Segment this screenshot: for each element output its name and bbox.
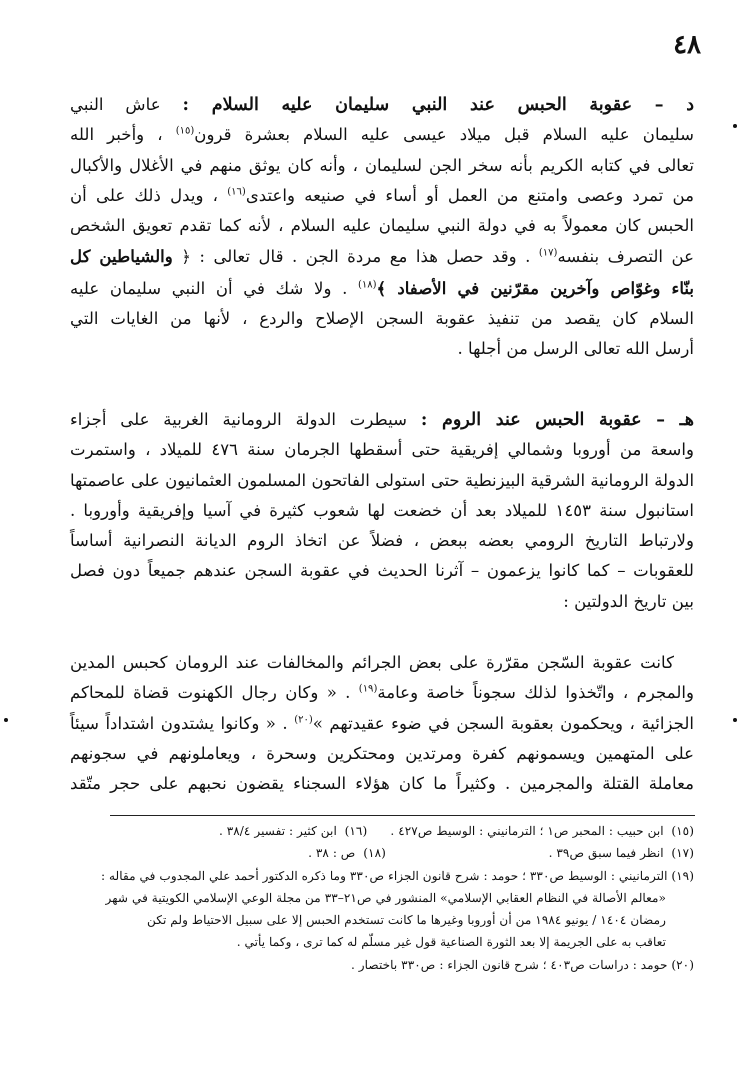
section-roman-prisons: [70, 648, 694, 799]
text-line: سليمان عليه السلام قبل ميلاد عيسى عليه السلام بعشرة قرون$^{(١٥)}$ ، وأخبر الله: [70, 125, 694, 145]
paragraph-romans: [70, 405, 694, 617]
footnote-ref: (١٦): [227, 186, 246, 198]
scan-mark: [4, 718, 8, 722]
page-number: ٤٨: [673, 30, 701, 60]
quran-verse: بنّاء وغوّاص وآخرين مقرّنين في الأصفاد ﴾: [376, 277, 694, 298]
paragraph-roman-prisons: [70, 648, 694, 799]
section-sulayman: [70, 90, 694, 365]
footnote-line: رمضان ١٤٠٤ / يونيو ١٩٨٤ من أن أوروبا وغيرها ما كانت تستخدم الحبس إلا على سبيل الاحتياط ولم تكن: [146, 913, 666, 928]
text-line: واسعة من أوروبا وشمالي إفريقية حتى أسقطها الجرمان سنة ٤٧٦ للميلاد ، واستمرت: [70, 440, 694, 460]
text-line: عن التصرف بنفسه$^{(١٧)}$ . وقد حصل هذا مع مردة الجن . قال تعالى : ﴿ والشياطين كل: [70, 246, 694, 267]
text-line: السلام كان يقصد من تنفيذ عقوبة السجن الإصلاح والردع ، لأنها من الغايات التي: [70, 309, 694, 329]
footnote-line: (١٩) الترمانيني : الوسيط ص٣٣٠ ؛ حومد : شرح قانون الجزاء ص٣٣٠ وما ذكره الدكتور أحمد علي المجدوب في مقاله :: [101, 868, 694, 883]
text-line: على المتهمين ويسمونهم كفرة ومرتدين ومحتكرين وسحرة ، ويعاملونهم في سجونهم: [70, 743, 694, 763]
footnote-line: (٢٠) حومد : دراسات ص٤٠٣ ؛ شرح قانون الجزاء : ص٣٣٠ باختصار .: [351, 957, 694, 972]
text-line: استانبول سنة ١٤٥٣ للميلاد بعد أن خضعت لها شعوب كثيرة في آسيا وإفريقية وأوروبا .: [70, 500, 694, 520]
footnote-ref: (١٨): [357, 279, 377, 291]
scan-mark: [733, 718, 737, 722]
text-line: الدولة الرومانية الشرقية البيزنطية حتى استولى الفاتحون المسلمون العثمانيون على عاصمتها: [70, 470, 694, 490]
text-line: ولارتباط التاريخ الرومي بعضه ببعض ، فضلاً عن اتخاذ الروم الديانة النصرانية أساساً: [70, 531, 694, 551]
footnote-ref: (١٩): [358, 683, 378, 695]
footnote-ref: (٢٠): [294, 714, 313, 726]
section-heading-sulayman: د – عقوبة الحبس عند النبي سليمان عليه السلام :: [182, 95, 694, 115]
text-line: معاملة القتلة والمجرمين . وكثيراً ما كان هؤلاء السجناء يقضون نحبهم على حجر متّقد: [70, 774, 694, 794]
text-line: أرسل الله تعالى الرسل من أجلها .: [457, 339, 694, 359]
text-line: الحبس كان معمولاً به في دولة النبي سليمان عليه السلام ، لأنه كما تقدم تعويق الشخص: [70, 216, 694, 236]
footnote-separator: [110, 815, 695, 816]
footnotes: [70, 820, 694, 976]
text-line: تعالى في كتابه الكريم بأنه سخر الجن لسليمان ، وأنه كان يوثق منهم في الأغلال والأكبال: [70, 155, 694, 175]
text-line: الجزائية ، ويحكمون بعقوبة السجن في ضوء عقيدتهم »$^{(٢٠)}$ . « وكانوا يشتدون اشتداداً سيئاً: [70, 713, 695, 733]
text-line: بين تاريخ الدولتين :: [563, 591, 694, 611]
footnote-line: «معالم الأصالة في النظام العقابي الإسلامي» المنشور في ص٢١–٣٣ من مجلة الوعي الإسلامي الكويتية في شهر: [105, 890, 666, 905]
text-line: من تمرد وعصى وامتنع من العمل أو أساء في صنيعه واعتدى$^{(١٦)}$ ، ويدل ذلك على أن: [70, 185, 694, 205]
text-line: للعقوبات – كما كانوا يزعمون – آثرنا الحديث في عقوبة السجن عندهم جميعاً دون فصل: [70, 561, 694, 581]
footnote-ref: (١٥): [175, 125, 195, 137]
text-line: والمجرم ، واتّخذوا لذلك سجوناً خاصة وعامة$^{(١٩)}$ . « وكان رجال الكهنوت قضاة للمحاكم: [70, 683, 695, 703]
footnote-line: تعاقب به على الجريمة إلا بعد الثورة الصناعية قول غير مسلّم له كما ترى ، وكما يأتي .: [236, 935, 666, 950]
footnote-line: (١٥) ابن حبيب : المحبر ص١ ؛ الترمانيني : الوسيط ص٤٢٧ . (١٦) ابن كثير : تفسير ٣٨/٤ .: [218, 824, 694, 838]
section-romans: [70, 405, 694, 617]
text-line: بنّاء وغوّاص وآخرين مقرّنين في الأصفاد ﴾$^{(١٨)}$ . ولا شك في أن النبي سليمان عليه: [70, 277, 694, 298]
scan-mark: [733, 124, 737, 128]
paragraph-sulayman: [70, 90, 694, 365]
section-heading-romans: هـ – عقوبة الحبس عند الروم :: [420, 410, 694, 430]
footnote-line: (١٧) انظر فيما سبق ص٣٩ . (١٨) ص : ٣٨ .: [308, 846, 694, 861]
text-line: كانت عقوبة السّجن مقرّرة على بعض الجرائم والمخالفات عند الرومان كحبس المدين: [70, 653, 674, 672]
quran-verse: والشياطين كل: [70, 246, 173, 267]
text-line: د – عقوبة الحبس عند النبي سليمان عليه السلام : عاش النبي: [70, 95, 694, 115]
footnote-ref: (١٧): [538, 247, 558, 259]
text-line: هـ – عقوبة الحبس عند الروم : سيطرت الدولة الرومانية الغربية على أجزاء: [70, 410, 694, 430]
